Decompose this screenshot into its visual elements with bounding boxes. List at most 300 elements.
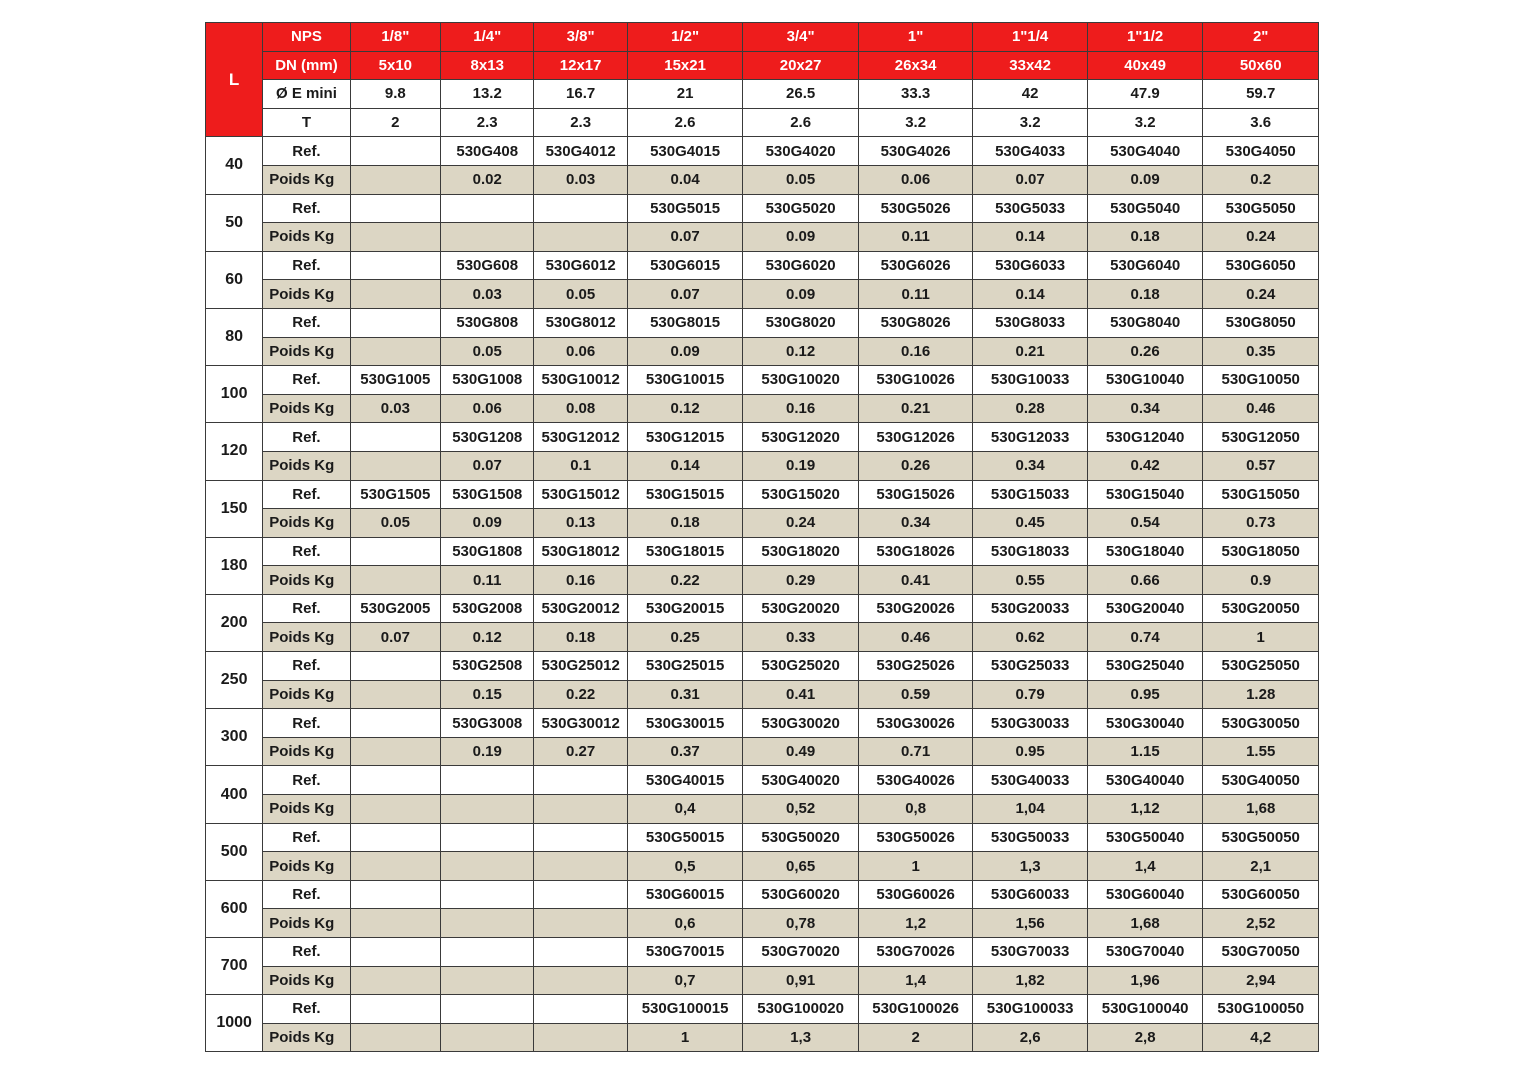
ref-cell: 530G4033 (973, 137, 1088, 166)
header-cell: 3.2 (973, 108, 1088, 137)
ref-cell: 530G8015 (627, 308, 743, 337)
weight-cell: 0.03 (350, 394, 440, 423)
weight-cell (441, 852, 534, 881)
ref-cell: 530G50020 (743, 823, 859, 852)
ref-cell: 530G10015 (627, 366, 743, 395)
weight-cell: 0,8 (858, 795, 973, 824)
ref-label: Ref. (263, 766, 350, 795)
weight-cell (441, 1023, 534, 1052)
header-cell: 33x42 (973, 51, 1088, 80)
header-cell: 2.3 (534, 108, 627, 137)
ref-label: Ref. (263, 251, 350, 280)
ref-cell: 530G4050 (1203, 137, 1319, 166)
ref-cell: 530G70040 (1087, 938, 1203, 967)
ref-cell: 530G5040 (1087, 194, 1203, 223)
ref-cell: 530G4015 (627, 137, 743, 166)
ref-cell: 530G4020 (743, 137, 859, 166)
table-row (206, 737, 1319, 766)
table-row (206, 823, 1319, 852)
ref-cell: 530G40015 (627, 766, 743, 795)
weight-cell: 0.24 (743, 509, 859, 538)
ref-cell: 530G100033 (973, 995, 1088, 1024)
ref-cell: 530G12026 (858, 423, 973, 452)
ref-cell: 530G15012 (534, 480, 627, 509)
length-cell: 40 (206, 137, 263, 194)
weight-cell (350, 737, 440, 766)
table-row (206, 251, 1319, 280)
weight-cell: 0.2 (1203, 165, 1319, 194)
table-row (206, 852, 1319, 881)
header-cell: 59.7 (1203, 80, 1319, 109)
weight-cell: 2,8 (1087, 1023, 1203, 1052)
table-body (206, 23, 1319, 1052)
ref-cell: 530G8050 (1203, 308, 1319, 337)
ref-cell: 530G70020 (743, 938, 859, 967)
weight-cell: 0.13 (534, 509, 627, 538)
header-row (206, 51, 1319, 80)
weight-cell: 0,7 (627, 966, 743, 995)
ref-cell: 530G10040 (1087, 366, 1203, 395)
ref-cell (350, 537, 440, 566)
header-cell: 20x27 (743, 51, 859, 80)
weight-cell: 0.21 (973, 337, 1088, 366)
ref-cell: 530G60015 (627, 880, 743, 909)
ref-cell: 530G40026 (858, 766, 973, 795)
weight-cell: 0.71 (858, 737, 973, 766)
ref-cell: 530G20026 (858, 594, 973, 623)
ref-cell: 530G15015 (627, 480, 743, 509)
weight-cell: 0.79 (973, 680, 1088, 709)
weight-cell (350, 451, 440, 480)
ref-cell: 530G1808 (441, 537, 534, 566)
ref-cell: 530G18026 (858, 537, 973, 566)
ref-cell: 530G6012 (534, 251, 627, 280)
header-cell: 1" (858, 23, 973, 52)
weight-cell: 0.11 (858, 280, 973, 309)
table-row (206, 766, 1319, 795)
weight-cell: 0.33 (743, 623, 859, 652)
length-cell: 100 (206, 366, 263, 423)
ref-cell: 530G60020 (743, 880, 859, 909)
weight-cell: 0.03 (441, 280, 534, 309)
weight-cell: 0.22 (534, 680, 627, 709)
weight-cell (350, 337, 440, 366)
weight-cell: 0.09 (441, 509, 534, 538)
weight-cell: 1,96 (1087, 966, 1203, 995)
length-cell: 180 (206, 537, 263, 594)
weight-cell: 0.09 (1087, 165, 1203, 194)
length-cell: 1000 (206, 995, 263, 1052)
ref-cell: 530G70033 (973, 938, 1088, 967)
ref-cell: 530G100015 (627, 995, 743, 1024)
ref-cell: 530G8020 (743, 308, 859, 337)
weight-cell: 0.62 (973, 623, 1088, 652)
weight-cell: 0.11 (441, 566, 534, 595)
weight-label: Poids Kg (263, 795, 350, 824)
ref-cell: 530G10026 (858, 366, 973, 395)
ref-cell (534, 194, 627, 223)
weight-cell: 1,12 (1087, 795, 1203, 824)
weight-cell: 1,68 (1087, 909, 1203, 938)
table-row (206, 1023, 1319, 1052)
weight-cell: 0,5 (627, 852, 743, 881)
ref-cell: 530G6050 (1203, 251, 1319, 280)
ref-cell: 530G18020 (743, 537, 859, 566)
weight-cell (441, 223, 534, 252)
ref-cell: 530G608 (441, 251, 534, 280)
ref-cell (350, 709, 440, 738)
weight-cell: 0.04 (627, 165, 743, 194)
weight-cell: 0,4 (627, 795, 743, 824)
length-cell: 250 (206, 652, 263, 709)
weight-cell: 0.05 (534, 280, 627, 309)
weight-cell: 0.25 (627, 623, 743, 652)
ref-cell: 530G6020 (743, 251, 859, 280)
ref-cell (441, 938, 534, 967)
ref-cell: 530G10050 (1203, 366, 1319, 395)
weight-cell: 0.08 (534, 394, 627, 423)
weight-cell (350, 165, 440, 194)
ref-cell: 530G50050 (1203, 823, 1319, 852)
weight-cell: 1,3 (743, 1023, 859, 1052)
weight-cell: 1,82 (973, 966, 1088, 995)
weight-label: Poids Kg (263, 737, 350, 766)
ref-cell: 530G12033 (973, 423, 1088, 452)
weight-cell: 0.14 (973, 280, 1088, 309)
ref-cell: 530G25050 (1203, 652, 1319, 681)
ref-cell: 530G70015 (627, 938, 743, 967)
weight-cell: 1,4 (1087, 852, 1203, 881)
weight-label: Poids Kg (263, 394, 350, 423)
weight-label: Poids Kg (263, 623, 350, 652)
ref-cell: 530G60040 (1087, 880, 1203, 909)
header-row (206, 23, 1319, 52)
ref-cell: 530G8012 (534, 308, 627, 337)
weight-cell (534, 909, 627, 938)
length-cell: 400 (206, 766, 263, 823)
weight-cell: 0.26 (858, 451, 973, 480)
weight-cell: 0.02 (441, 165, 534, 194)
ref-cell: 530G4012 (534, 137, 627, 166)
weight-cell: 1.55 (1203, 737, 1319, 766)
weight-cell: 0.05 (350, 509, 440, 538)
weight-cell (350, 223, 440, 252)
ref-cell: 530G6026 (858, 251, 973, 280)
ref-cell: 530G100040 (1087, 995, 1203, 1024)
weight-cell (350, 566, 440, 595)
ref-label: Ref. (263, 823, 350, 852)
weight-cell: 0.19 (441, 737, 534, 766)
ref-cell: 530G10020 (743, 366, 859, 395)
table-row (206, 594, 1319, 623)
length-cell: 300 (206, 709, 263, 766)
ref-cell: 530G60026 (858, 880, 973, 909)
weight-cell: 0.95 (1087, 680, 1203, 709)
weight-cell: 2 (858, 1023, 973, 1052)
weight-cell: 1,4 (858, 966, 973, 995)
header-cell: 1"1/2 (1087, 23, 1203, 52)
weight-cell: 0,6 (627, 909, 743, 938)
header-cell: 3/8" (534, 23, 627, 52)
weight-cell (350, 280, 440, 309)
ref-cell (441, 823, 534, 852)
ref-cell: 530G30026 (858, 709, 973, 738)
weight-cell: 0.37 (627, 737, 743, 766)
header-cell: 3/4" (743, 23, 859, 52)
ref-cell: 530G60033 (973, 880, 1088, 909)
ref-cell: 530G70050 (1203, 938, 1319, 967)
weight-cell: 0.26 (1087, 337, 1203, 366)
weight-cell (534, 223, 627, 252)
weight-cell: 0.46 (858, 623, 973, 652)
header-cell: 50x60 (1203, 51, 1319, 80)
header-cell: 12x17 (534, 51, 627, 80)
ref-cell (534, 880, 627, 909)
weight-cell: 0.12 (441, 623, 534, 652)
length-cell: 700 (206, 938, 263, 995)
weight-cell: 0.05 (743, 165, 859, 194)
weight-label: Poids Kg (263, 566, 350, 595)
weight-cell (350, 795, 440, 824)
ref-cell: 530G50040 (1087, 823, 1203, 852)
header-cell: 15x21 (627, 51, 743, 80)
weight-cell (350, 680, 440, 709)
weight-cell: 0.06 (534, 337, 627, 366)
weight-cell (350, 909, 440, 938)
ref-cell: 530G18015 (627, 537, 743, 566)
ref-cell (350, 938, 440, 967)
header-cell: 9.8 (350, 80, 440, 109)
ref-cell: 530G100026 (858, 995, 973, 1024)
weight-cell: 0.09 (743, 223, 859, 252)
ref-cell (534, 938, 627, 967)
ref-cell: 530G60050 (1203, 880, 1319, 909)
weight-cell: 0.22 (627, 566, 743, 595)
weight-cell: 0.18 (627, 509, 743, 538)
weight-cell: 0.14 (627, 451, 743, 480)
weight-label: Poids Kg (263, 852, 350, 881)
weight-cell: 0.12 (743, 337, 859, 366)
ref-cell: 530G20012 (534, 594, 627, 623)
weight-cell: 1,68 (1203, 795, 1319, 824)
weight-cell: 0,78 (743, 909, 859, 938)
ref-cell: 530G15040 (1087, 480, 1203, 509)
weight-label: Poids Kg (263, 223, 350, 252)
weight-cell: 0.29 (743, 566, 859, 595)
ref-cell: 530G2005 (350, 594, 440, 623)
table-row (206, 451, 1319, 480)
weight-cell: 0.09 (627, 337, 743, 366)
table-row (206, 709, 1319, 738)
ref-cell: 530G1505 (350, 480, 440, 509)
ref-cell: 530G20040 (1087, 594, 1203, 623)
weight-cell: 0.03 (534, 165, 627, 194)
weight-cell (534, 966, 627, 995)
table-row (206, 995, 1319, 1024)
weight-cell: 0.59 (858, 680, 973, 709)
ref-cell: 530G30015 (627, 709, 743, 738)
ref-cell: 530G20033 (973, 594, 1088, 623)
weight-cell: 0.41 (743, 680, 859, 709)
ref-cell: 530G5015 (627, 194, 743, 223)
ref-label: Ref. (263, 652, 350, 681)
weight-cell: 2,94 (1203, 966, 1319, 995)
ref-cell (350, 880, 440, 909)
ref-cell: 530G15050 (1203, 480, 1319, 509)
header-row-label: DN (mm) (263, 51, 350, 80)
ref-cell: 530G25026 (858, 652, 973, 681)
ref-cell: 530G25012 (534, 652, 627, 681)
ref-cell: 530G25020 (743, 652, 859, 681)
header-cell: 1/4" (441, 23, 534, 52)
ref-label: Ref. (263, 880, 350, 909)
length-cell: 600 (206, 880, 263, 937)
header-cell: 2.6 (627, 108, 743, 137)
weight-cell: 0.34 (973, 451, 1088, 480)
ref-cell: 530G30012 (534, 709, 627, 738)
ref-cell (350, 308, 440, 337)
weight-cell: 1,2 (858, 909, 973, 938)
ref-cell: 530G25015 (627, 652, 743, 681)
weight-cell: 0.24 (1203, 223, 1319, 252)
length-cell: 80 (206, 308, 263, 365)
weight-cell (350, 1023, 440, 1052)
ref-cell: 530G4026 (858, 137, 973, 166)
weight-label: Poids Kg (263, 337, 350, 366)
length-cell: 120 (206, 423, 263, 480)
weight-cell: 0.15 (441, 680, 534, 709)
ref-cell: 530G20050 (1203, 594, 1319, 623)
weight-label: Poids Kg (263, 1023, 350, 1052)
ref-cell: 530G12020 (743, 423, 859, 452)
table-row (206, 165, 1319, 194)
length-cell: 60 (206, 251, 263, 308)
weight-cell: 0.14 (973, 223, 1088, 252)
weight-cell: 1,04 (973, 795, 1088, 824)
ref-cell: 530G25040 (1087, 652, 1203, 681)
weight-cell: 0.34 (1087, 394, 1203, 423)
weight-cell: 0.57 (1203, 451, 1319, 480)
weight-cell: 0.12 (627, 394, 743, 423)
ref-cell (350, 766, 440, 795)
ref-cell: 530G6040 (1087, 251, 1203, 280)
ref-cell: 530G20015 (627, 594, 743, 623)
weight-cell: 1 (627, 1023, 743, 1052)
ref-cell: 530G1008 (441, 366, 534, 395)
ref-cell: 530G1208 (441, 423, 534, 452)
header-cell: 40x49 (1087, 51, 1203, 80)
length-cell: 200 (206, 594, 263, 651)
table-row (206, 652, 1319, 681)
table-row (206, 223, 1319, 252)
header-cell: 8x13 (441, 51, 534, 80)
header-cell: 47.9 (1087, 80, 1203, 109)
ref-cell (350, 652, 440, 681)
table-row (206, 938, 1319, 967)
ref-cell: 530G25033 (973, 652, 1088, 681)
ref-cell: 530G30050 (1203, 709, 1319, 738)
header-row-label: Ø E mini (263, 80, 350, 109)
weight-cell: 0.11 (858, 223, 973, 252)
weight-cell: 0.16 (743, 394, 859, 423)
ref-cell: 530G808 (441, 308, 534, 337)
ref-cell: 530G12040 (1087, 423, 1203, 452)
weight-cell: 1,3 (973, 852, 1088, 881)
weight-cell: 0.07 (441, 451, 534, 480)
pipe-spec-table (205, 22, 1319, 1052)
weight-cell: 0,52 (743, 795, 859, 824)
header-cell: 3.2 (1087, 108, 1203, 137)
ref-cell (441, 194, 534, 223)
weight-label: Poids Kg (263, 509, 350, 538)
table-row (206, 623, 1319, 652)
weight-cell: 1 (858, 852, 973, 881)
table-row (206, 480, 1319, 509)
ref-cell: 530G10033 (973, 366, 1088, 395)
ref-cell: 530G8033 (973, 308, 1088, 337)
weight-cell: 0.21 (858, 394, 973, 423)
weight-cell: 0.19 (743, 451, 859, 480)
weight-cell: 0.07 (627, 280, 743, 309)
ref-cell: 530G3008 (441, 709, 534, 738)
ref-label: Ref. (263, 594, 350, 623)
length-cell: 500 (206, 823, 263, 880)
weight-cell: 0.95 (973, 737, 1088, 766)
table-row (206, 966, 1319, 995)
table-row (206, 194, 1319, 223)
table-row (206, 537, 1319, 566)
table-row (206, 909, 1319, 938)
weight-cell: 0.18 (1087, 223, 1203, 252)
ref-label: Ref. (263, 709, 350, 738)
ref-cell (534, 766, 627, 795)
table-row (206, 308, 1319, 337)
ref-cell: 530G40050 (1203, 766, 1319, 795)
weight-cell: 0,65 (743, 852, 859, 881)
weight-cell (534, 1023, 627, 1052)
header-cell: 16.7 (534, 80, 627, 109)
header-cell: 3.2 (858, 108, 973, 137)
weight-label: Poids Kg (263, 680, 350, 709)
ref-label: Ref. (263, 480, 350, 509)
weight-cell (534, 795, 627, 824)
ref-cell: 530G50015 (627, 823, 743, 852)
header-cell: 1/2" (627, 23, 743, 52)
weight-cell: 1.15 (1087, 737, 1203, 766)
weight-cell: 0.16 (534, 566, 627, 595)
ref-label: Ref. (263, 423, 350, 452)
ref-label: Ref. (263, 308, 350, 337)
weight-cell: 0.42 (1087, 451, 1203, 480)
ref-cell: 530G1508 (441, 480, 534, 509)
table-row (206, 366, 1319, 395)
weight-cell (441, 909, 534, 938)
weight-cell: 2,6 (973, 1023, 1088, 1052)
ref-cell: 530G20020 (743, 594, 859, 623)
table-row (206, 423, 1319, 452)
weight-cell: 0.16 (858, 337, 973, 366)
header-cell: 33.3 (858, 80, 973, 109)
ref-cell: 530G18040 (1087, 537, 1203, 566)
header-row (206, 108, 1319, 137)
header-row (206, 80, 1319, 109)
ref-cell: 530G1005 (350, 366, 440, 395)
ref-cell (350, 423, 440, 452)
ref-cell: 530G5020 (743, 194, 859, 223)
ref-cell (350, 995, 440, 1024)
ref-cell: 530G30033 (973, 709, 1088, 738)
table-row (206, 566, 1319, 595)
